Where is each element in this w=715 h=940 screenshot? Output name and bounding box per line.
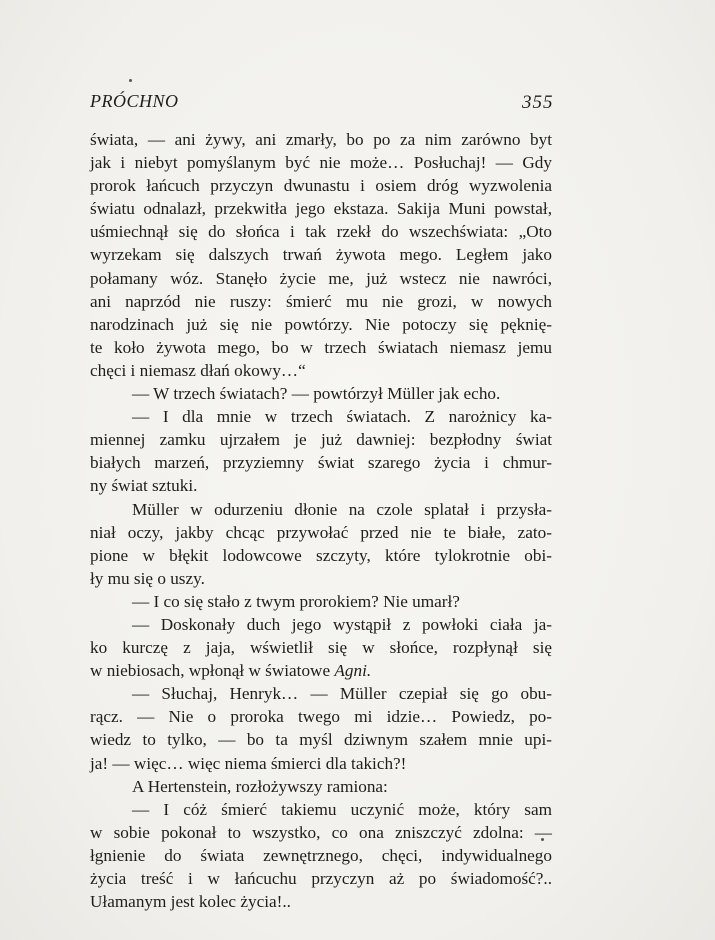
text-line: — Doskonały duch jego wystąpił z powłoki ciała ja- xyxy=(132,614,552,634)
text-line: życia treść i w łańcuchu przyczyn aż po świadomość?.. xyxy=(90,869,552,888)
text-fragment: w niebiosach, wpłonął w światowe xyxy=(90,661,331,681)
text-line: łgnienie do świata zewnętrznego, chęci, indywidualnego xyxy=(90,845,552,865)
text-line: jak i niebyt pomyślanym być nie może… Posłuchaj! — Gdy xyxy=(90,153,552,173)
body-text xyxy=(90,128,552,913)
text-line: połamany wóz. Stanęło życie me, już wstecz nie nawróci, xyxy=(90,268,552,288)
text-line: ja! — więc… więc niema śmierci dla takich?! xyxy=(90,753,407,773)
text-line: w sobie pokonał to wszystko, co ona zniszczyć zdolna: — xyxy=(90,822,552,842)
text-line: pione w błękit lodowcowe szczyty, które tylokrotnie obi- xyxy=(90,545,552,565)
text-line: te koło żywota mego, bo w trzech światach niemasz jemu xyxy=(90,337,552,357)
text-line: ani naprzód nie ruszy: śmierć mu nie grozi, w nowych xyxy=(90,291,552,311)
text-line: uśmiechnął się do słońca i tak rzekł do wszechświata: „Oto xyxy=(90,222,552,242)
text-line: ny świat sztuki. xyxy=(90,476,198,496)
text-line: narodzinach już się nie powtórzy. Nie potoczy się pęknię- xyxy=(90,314,552,334)
ink-speck xyxy=(129,79,132,82)
page-number: 355 xyxy=(522,92,554,113)
text-line: chęci i niemasz dłań okowy…“ xyxy=(90,360,306,380)
text-line: ko kurczę z jaja, wświetlił się w słońce, rozpłynął się xyxy=(90,638,552,658)
text-line: — W trzech światach? — powtórzył Müller jak echo. xyxy=(132,384,501,404)
text-line: — I co się stało z twym prorokiem? Nie umarł? xyxy=(132,591,460,611)
text-line: — Słuchaj, Henryk… — Müller czepiał się go obu- xyxy=(132,684,552,704)
text-line: światu odnalazł, przekwitła jego ekstaza. Sakija Muni powstał, xyxy=(90,199,552,219)
text-line: A Hertenstein, rozłożywszy ramiona: xyxy=(132,776,388,796)
text-line: miennej zamku ujrzałem je już dawniej: bezpłodny świat xyxy=(90,430,552,450)
text-line xyxy=(90,659,552,682)
text-line: świata, — ani żywy, ani zmarły, bo po za nim zarówno byt xyxy=(90,130,552,149)
text-line: wiedz to tylko, — bo ta myśl dziwnym szałem mnie upi- xyxy=(90,730,552,750)
text-line: — I cóż śmierć takiemu uczynić może, który sam xyxy=(132,799,552,819)
text-line: — I dla mnie w trzech światach. Z narożnicy ka- xyxy=(132,407,552,427)
text-line: białych marzeń, przyziemny świat szarego życia i chmur- xyxy=(90,453,552,473)
text-line: Ułamanym jest kolec życia!.. xyxy=(90,892,291,912)
text-line: ły mu się o uszy. xyxy=(90,568,205,588)
running-title: PRÓCHNO xyxy=(90,91,179,111)
text-line: prorok łańcuch przyczyn dwunastu i osiem dróg wyzwolenia xyxy=(90,176,552,196)
text-line: niał oczy, jakby chcąc przywołać przed nie te białe, zato- xyxy=(90,522,552,542)
text-line: Müller w odurzeniu dłonie na czole splatał i przysła- xyxy=(132,499,552,519)
emphasized-word: Agni. xyxy=(334,661,372,681)
text-line: wyrzekam się dalszych trwań żywota mego. Ległem jako xyxy=(90,245,552,265)
text-line: rącz. — Nie o proroka twego mi idzie… Powiedz, po- xyxy=(90,707,552,727)
